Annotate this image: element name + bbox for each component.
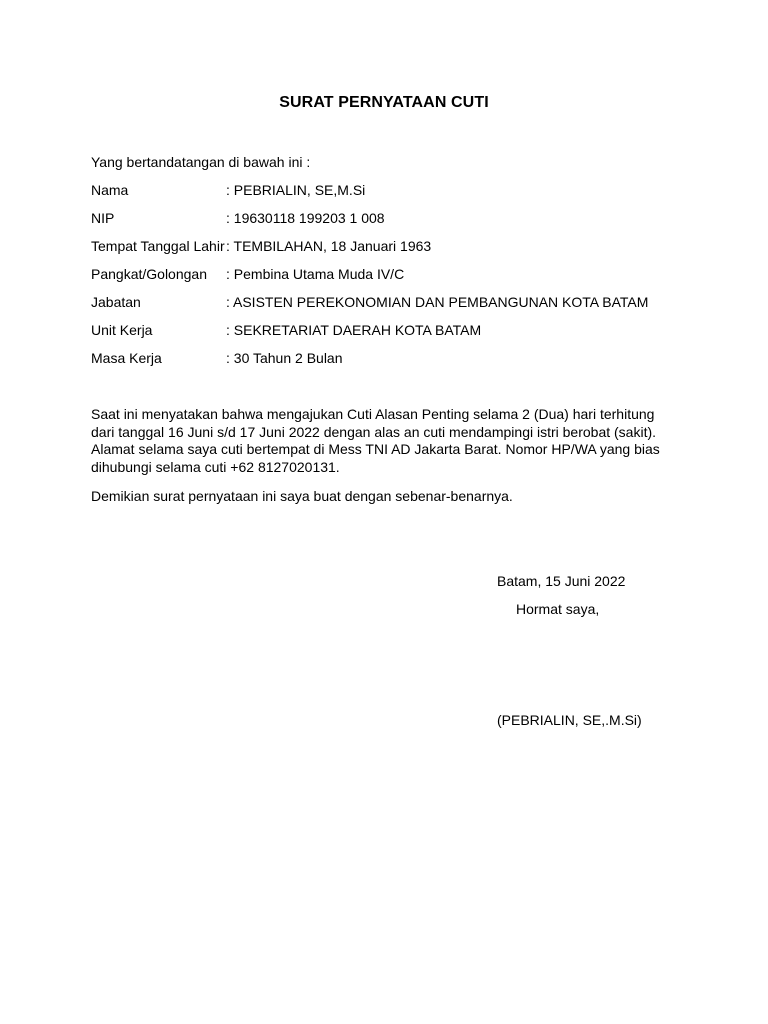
field-label: Pangkat/Golongan bbox=[91, 266, 207, 282]
signer-name: (PEBRIALIN, SE,.M.Si) bbox=[497, 712, 642, 728]
field-row-pangkat-golongan bbox=[91, 266, 691, 294]
field-value: : Pembina Utama Muda IV/C bbox=[226, 266, 405, 282]
regards-text: Hormat saya, bbox=[516, 601, 600, 617]
closing-paragraph: Demikian surat pernyataan ini saya buat dengan sebenar-benarnya. bbox=[91, 488, 513, 504]
statement-paragraph: Saat ini menyatakan bahwa mengajukan Cuti Alasan Penting selama 2 (Dua) hari terhitung dari tanggal 16 Juni s/d 17 Juni 2022 dengan alas an cuti mendampingi istri berobat (sakit). Alamat selama saya cuti bertempat di Mess TNI AD Jakarta Barat. Nomor HP/WA yang bias dihubungi selama cuti +62 8127020131. bbox=[91, 406, 660, 475]
field-row-nama bbox=[91, 182, 691, 210]
identity-fields bbox=[91, 182, 691, 378]
field-label: NIP bbox=[91, 210, 115, 226]
field-value: : SEKRETARIAT DAERAH KOTA BATAM bbox=[226, 322, 482, 338]
document-title: SURAT PERNYATAAN CUTI bbox=[279, 94, 489, 111]
field-label: Jabatan bbox=[91, 294, 141, 310]
field-value: : 30 Tahun 2 Bulan bbox=[226, 350, 343, 366]
field-value: : 19630118 199203 1 008 bbox=[226, 210, 385, 226]
field-value: : PEBRIALIN, SE,M.Si bbox=[226, 182, 366, 198]
intro-text: Yang bertandatangan di bawah ini : bbox=[91, 154, 311, 170]
field-value: : TEMBILAHAN, 18 Januari 1963 bbox=[226, 238, 432, 254]
place-date: Batam, 15 Juni 2022 bbox=[497, 573, 626, 589]
field-row-masa-kerja bbox=[91, 350, 691, 378]
field-row-nip bbox=[91, 210, 691, 238]
field-row-unit-kerja bbox=[91, 322, 691, 350]
field-label: Unit Kerja bbox=[91, 322, 153, 338]
field-row-tempat-tanggal-lahir bbox=[91, 238, 691, 266]
field-label: Nama bbox=[91, 182, 129, 198]
field-label: Masa Kerja bbox=[91, 350, 162, 366]
field-value: : ASISTEN PEREKONOMIAN DAN PEMBANGUNAN KOTA BATAM bbox=[226, 294, 649, 310]
field-row-jabatan bbox=[91, 294, 691, 322]
field-label: Tempat Tanggal Lahir bbox=[91, 238, 225, 254]
